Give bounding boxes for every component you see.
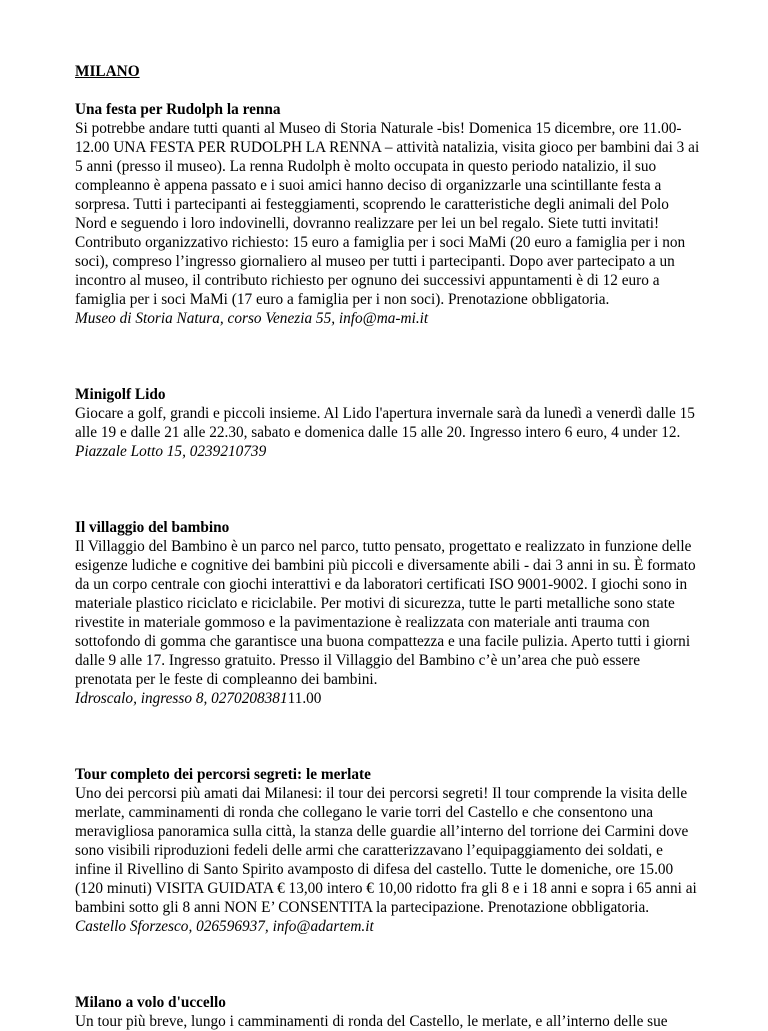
event-description: Giocare a golf, grandi e piccoli insieme. Al Lido l'apertura invernale sarà da lunedì a venerdì dalle 15 alle 19 e dalle 21 alle 22.30, sabato e domenica dalle 15 alle 20. Ingresso intero 6 euro, 4 under 12. — [75, 405, 695, 441]
event-section — [75, 518, 700, 708]
event-location-text: Castello Sforzesco, 026596937, info@adartem.it — [75, 918, 374, 935]
spacer — [75, 936, 700, 993]
event-location — [75, 442, 700, 461]
event-location-text: Idroscalo, ingresso 8, 0270208381 — [75, 690, 288, 707]
event-title: Tour completo dei percorsi segreti: le merlate — [75, 766, 371, 783]
spacer — [75, 328, 700, 385]
event-section — [75, 993, 700, 1031]
spacer — [75, 461, 700, 518]
event-title: Minigolf Lido — [75, 386, 166, 403]
event-location-extra: 11.00 — [287, 690, 322, 707]
event-title: Milano a volo d'uccello — [75, 994, 226, 1011]
event-section — [75, 385, 700, 461]
spacer — [75, 708, 700, 765]
event-location-text: Piazzale Lotto 15, 0239210739 — [75, 443, 267, 460]
event-section — [75, 765, 700, 936]
event-location — [75, 309, 700, 328]
document-page — [75, 62, 700, 1031]
event-description: Si potrebbe andare tutti quanti al Museo di Storia Naturale -bis! Domenica 15 dicembre, ore 11.00-12.00 UNA FESTA PER RUDOLPH LA RENNA – attività natalizia, visita gioco per bambini dai 3 ai 5 anni (presso il museo). La renna Rudolph è molto occupata in questo periodo natalizio, il suo compleanno è appena passato e i suoi amici hanno deciso di organizzarle una scintillante festa a sorpresa. Tutti i partecipanti ai festeggiamenti, scoprendo le caratteristiche degli animali del Polo Nord e seguendo i loro indovinelli, dovranno realizzare per lei un bel regalo. Siete tutti invitati! Contributo organizzativo richiesto: 15 euro a famiglia per i soci MaMi (20 euro a famiglia per i non soci), compreso l’ingresso giornaliero al museo per tutti i partecipanti. Dopo aver partecipato a un incontro al museo, il contributo richiesto per ognuno dei successivi appuntamenti è di 12 euro a famiglia per i soci MaMi (17 euro a famiglia per i non soci). Prenotazione obbligatoria. — [75, 120, 700, 308]
event-location — [75, 689, 700, 708]
event-description: Uno dei percorsi più amati dai Milanesi: il tour dei percorsi segreti! Il tour comprende la visita delle merlate, camminamenti di ronda che collegano le varie torri del Castello e che consentono una meravigliosa panoramica sulla città, la stanza delle guardie all’interno del torrione dei Carmini dove sono visibili riproduzioni fedeli delle armi che caratterizzavano l’equipaggiamento dei soldati, e infine il Rivellino di Santo Spirito avamposto di difesa del castello. Tutte le domeniche, ore 15.00 (120 minuti) VISITA GUIDATA € 13,00 intero € 10,00 ridotto fra gli 8 e i 18 anni e sopra i 65 anni ai bambini sotto gli 8 anni NON E’ CONSENTITA la partecipazione. Prenotazione obbligatoria. — [75, 785, 697, 916]
page-heading: MILANO — [75, 63, 140, 80]
event-section — [75, 100, 700, 328]
event-description: Un tour più breve, lungo i camminamenti di ronda del Castello, le merlate, e all’interno delle sue — [75, 1013, 668, 1030]
spacer — [75, 81, 700, 100]
event-title: Il villaggio del bambino — [75, 519, 230, 536]
event-description: Il Villaggio del Bambino è un parco nel parco, tutto pensato, progettato e realizzato in funzione delle esigenze ludiche e cognitive dei bambini più piccoli e diversamente abili - dai 3 anni in su. È formato da un corpo centrale con giochi interattivi e da laboratori certificati ISO 9001-9002. I giochi sono in materiale plastico riciclato e riciclabile. Per motivi di sicurezza, tutte le parti metalliche sono state rivestite in materiale gommoso e la pavimentazione è realizzata con materiale anti trauma con sottofondo di gomma che garantisce una buona compattezza e una facile pulizia. Aperto tutti i giorni dalle 9 alle 17. Ingresso gratuito. Presso il Villaggio del Bambino c’è un’area che può essere prenotata per le feste di compleanno dei bambini. — [75, 538, 696, 688]
event-location-text: Museo di Storia Natura, corso Venezia 55, info@ma-mi.it — [75, 310, 429, 327]
event-title: Una festa per Rudolph la renna — [75, 101, 281, 118]
event-location — [75, 917, 700, 936]
